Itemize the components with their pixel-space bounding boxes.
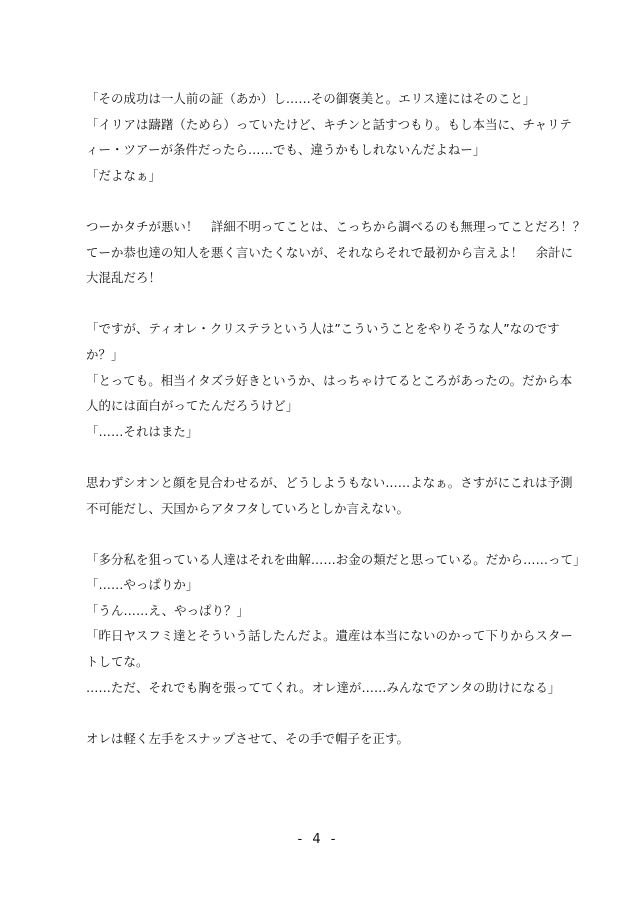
text-line: 「ですが、ティオレ・クリステラという人は”こういうことをやりそうな人”なのです <box>86 321 560 337</box>
text-line: 「その成功は一人前の証（あか）し……その御褒美と。エリス達にはそのこと」 <box>86 91 536 106</box>
text-line: 「多分私を狙っている人達はそれを曲解……お金の類だと思っている。だから……って」 <box>86 551 586 567</box>
page-number: - 4 - <box>297 832 339 847</box>
text-line: てーか恭也達の知人を悪く言いたくないが、それならそれで最初から言えよ！ 余計に <box>86 244 574 260</box>
text-line: 「とっても。相当イタズラ好きというか、はっちゃけてるところがあったの。だから本 <box>86 372 573 388</box>
text-line: 「……やっぱりか」 <box>86 577 199 593</box>
text-line: オレは軽く左手をスナップさせて、その手で帽子を正す。 <box>86 730 410 746</box>
text-line: 人的には面白がってたんだろうけど」 <box>86 398 299 414</box>
text-line: 不可能だし、天国からアタフタしていろとしか言えない。 <box>86 500 410 516</box>
text-line: 「昨日ヤスフミ達とそういう話したんだよ。遺産は本当にないのかって下りからスター <box>86 628 573 644</box>
text-line: ィー・ツアーが条件だったら……でも、違うかもしれないんだよねー」 <box>86 142 486 158</box>
text-line: ……ただ、それでも胸を張っててくれ。オレ達が……みんなでアンタの助けになる」 <box>86 679 561 695</box>
text-line: 「だよなぁ」 <box>86 167 161 183</box>
text-line: トしてな。 <box>86 654 149 670</box>
blank-line <box>86 188 556 214</box>
blank-line <box>86 291 556 317</box>
text-line: 「……それはまた」 <box>86 423 199 439</box>
blank-line <box>86 521 556 547</box>
text-line: か？」 <box>86 346 124 362</box>
blank-line <box>86 700 556 726</box>
document-body <box>86 86 586 751</box>
text-line: つーかタチが悪い！ 詳細不明ってことは、こっちから調べるのも無理ってことだろ！？ <box>86 218 586 234</box>
text-line: 大混乱だろ！ <box>86 270 161 286</box>
blank-line <box>86 444 556 470</box>
text-line: 「イリアは躊躇（ためら）っていたけど、キチンと話すつもり。もし本当に、チャリテ <box>86 116 572 132</box>
text-line: 思わずシオンと顔を見合わせるが、どうしようもない……よなぁ。さすがにこれは予測 <box>86 474 573 490</box>
text-line: 「うん……え、やっぱり？」 <box>86 602 250 618</box>
